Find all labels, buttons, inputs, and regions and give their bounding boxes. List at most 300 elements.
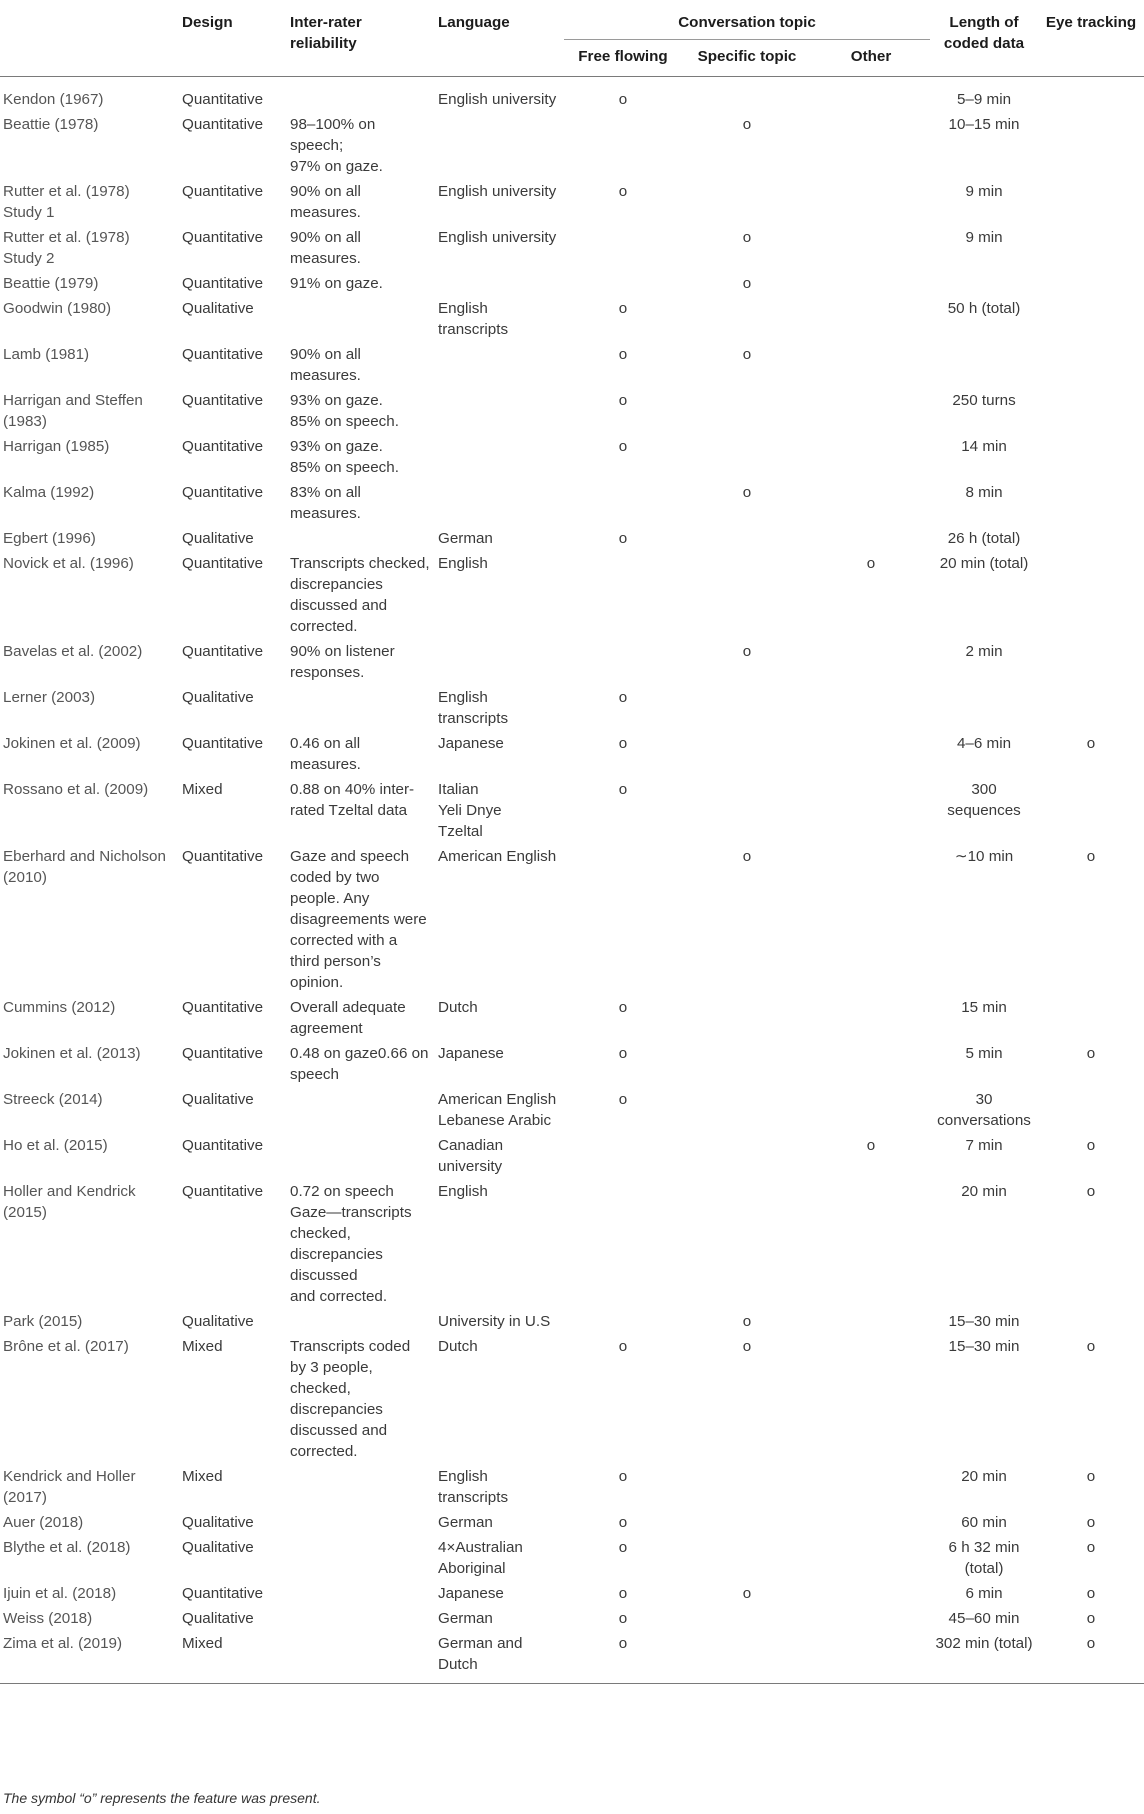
cell-specific-topic — [682, 1464, 812, 1510]
cell-length — [930, 685, 1038, 731]
cell-language: American English Lebanese Arabic — [438, 1091, 557, 1129]
cell-language: English university — [438, 183, 557, 200]
cell-other — [812, 388, 930, 434]
cell-length: 250 turns — [952, 392, 1016, 409]
cell-free-flowing: o — [618, 183, 628, 200]
cell-length: 8 min — [965, 484, 1003, 501]
cell-study: Egbert (1996) — [3, 530, 96, 547]
cell-free-flowing — [564, 271, 682, 296]
cell-specific-topic — [682, 777, 812, 844]
cell-language: English transcripts — [438, 300, 509, 338]
cell-language: Japanese — [438, 735, 504, 752]
header-study — [0, 2, 178, 77]
cell-design: Quantitative — [182, 229, 264, 246]
cell-other — [812, 1464, 930, 1510]
cell-language — [434, 388, 564, 434]
cell-language — [434, 434, 564, 480]
cell-language — [434, 271, 564, 296]
cell-inter-rater-reliability — [286, 77, 434, 113]
cell-length: 4–6 min — [956, 735, 1012, 752]
cell-other — [812, 271, 930, 296]
cell-design: Quantitative — [182, 438, 264, 455]
cell-free-flowing — [564, 844, 682, 995]
cell-specific-topic — [682, 434, 812, 480]
cell-language — [434, 342, 564, 388]
cell-study: Weiss (2018) — [3, 1610, 93, 1627]
cell-other — [812, 1606, 930, 1631]
cell-length: 5–9 min — [956, 91, 1012, 108]
cell-language: English university — [438, 229, 557, 246]
cell-free-flowing: o — [618, 1514, 628, 1531]
cell-design: Quantitative — [182, 1183, 264, 1200]
cell-specific-topic — [682, 551, 812, 639]
cell-eye-tracking: o — [1086, 848, 1096, 865]
cell-language: Japanese — [438, 1585, 504, 1602]
header-specific-topic: Specific topic — [697, 48, 797, 65]
cell-design: Quantitative — [182, 999, 264, 1016]
cell-specific-topic — [682, 731, 812, 777]
cell-eye-tracking — [1038, 526, 1144, 551]
cell-language: Italian Yeli Dnye Tzeltal — [438, 781, 502, 840]
cell-specific-topic: o — [742, 848, 752, 865]
table-row — [0, 777, 1144, 844]
cell-inter-rater-reliability: 83% on all measures. — [290, 484, 361, 522]
cell-other — [812, 1631, 930, 1677]
cell-length: 15 min — [961, 999, 1007, 1016]
table-row — [0, 179, 1144, 225]
cell-eye-tracking — [1038, 1309, 1144, 1334]
cell-study: Novick et al. (1996) — [3, 555, 134, 572]
cell-eye-tracking: o — [1086, 1468, 1096, 1485]
cell-inter-rater-reliability: 90% on all measures. — [290, 183, 361, 221]
cell-language: English — [438, 1183, 488, 1200]
cell-length: 26 h (total) — [947, 530, 1021, 547]
table-row — [0, 551, 1144, 639]
cell-specific-topic — [682, 1133, 812, 1179]
cell-other — [812, 1535, 930, 1581]
cell-study: Harrigan and Steffen (1983) — [3, 392, 143, 430]
table-row — [0, 296, 1144, 342]
cell-inter-rater-reliability — [286, 526, 434, 551]
cell-inter-rater-reliability: 93% on gaze. 85% on speech. — [290, 392, 399, 430]
cell-eye-tracking: o — [1086, 1635, 1096, 1652]
cell-study: Beattie (1979) — [3, 275, 99, 292]
cell-specific-topic — [682, 1087, 812, 1133]
table-row — [0, 639, 1144, 685]
cell-eye-tracking — [1038, 225, 1144, 271]
cell-design: Qualitative — [182, 530, 254, 547]
cell-eye-tracking — [1038, 342, 1144, 388]
cell-length: 15–30 min — [948, 1313, 1020, 1330]
cell-eye-tracking: o — [1086, 1539, 1096, 1556]
cell-design: Quantitative — [182, 735, 264, 752]
cell-eye-tracking — [1038, 112, 1144, 179]
cell-length: 300 sequences — [947, 781, 1021, 819]
cell-inter-rater-reliability: Gaze and speech coded by two people. Any disagreements were corrected with a third person’s opinion. — [290, 848, 427, 991]
cell-specific-topic: o — [742, 1313, 752, 1330]
cell-inter-rater-reliability: 0.88 on 40% inter-rated Tzeltal data — [290, 781, 415, 819]
cell-study: Kendon (1967) — [3, 91, 104, 108]
cell-eye-tracking — [1038, 271, 1144, 296]
cell-free-flowing: o — [618, 1468, 628, 1485]
table-row — [0, 1535, 1144, 1581]
cell-inter-rater-reliability: Overall adequate agreement — [290, 999, 406, 1037]
cell-eye-tracking — [1038, 1087, 1144, 1133]
cell-design: Quantitative — [182, 1137, 264, 1154]
cell-length: 15–30 min — [948, 1338, 1020, 1355]
cell-other — [812, 777, 930, 844]
cell-length: 50 h (total) — [947, 300, 1021, 317]
cell-length: 6 h 32 min (total) — [948, 1539, 1020, 1577]
cell-design: Quantitative — [182, 116, 264, 133]
cell-inter-rater-reliability — [286, 1631, 434, 1677]
cell-inter-rater-reliability — [286, 1309, 434, 1334]
cell-other — [812, 844, 930, 995]
cell-eye-tracking: o — [1086, 1045, 1096, 1062]
cell-length: 10–15 min — [948, 116, 1020, 133]
cell-length: 20 min — [961, 1468, 1007, 1485]
cell-eye-tracking — [1038, 388, 1144, 434]
cell-eye-tracking: o — [1086, 1610, 1096, 1627]
cell-length: 7 min — [965, 1137, 1003, 1154]
cell-free-flowing: o — [618, 346, 628, 363]
cell-other — [812, 480, 930, 526]
table-row — [0, 112, 1144, 179]
cell-free-flowing — [564, 551, 682, 639]
cell-eye-tracking — [1038, 77, 1144, 113]
cell-length: 45–60 min — [948, 1610, 1020, 1627]
cell-eye-tracking: o — [1086, 1514, 1096, 1531]
cell-free-flowing: o — [618, 1338, 628, 1355]
cell-eye-tracking — [1038, 296, 1144, 342]
cell-inter-rater-reliability: 90% on all measures. — [290, 229, 361, 267]
cell-design: Quantitative — [182, 346, 264, 363]
studies-table — [0, 2, 1144, 1677]
cell-length: 60 min — [961, 1514, 1007, 1531]
cell-other: o — [866, 1137, 876, 1154]
cell-other — [812, 296, 930, 342]
cell-eye-tracking — [1038, 685, 1144, 731]
cell-other: o — [866, 555, 876, 572]
table-row — [0, 480, 1144, 526]
cell-study: Ijuin et al. (2018) — [3, 1585, 117, 1602]
table-row — [0, 1179, 1144, 1309]
cell-eye-tracking — [1038, 480, 1144, 526]
cell-other — [812, 77, 930, 113]
cell-other — [812, 639, 930, 685]
table-row — [0, 1309, 1144, 1334]
cell-free-flowing — [564, 1179, 682, 1309]
cell-study: Bavelas et al. (2002) — [3, 643, 143, 660]
cell-other — [812, 179, 930, 225]
cell-free-flowing: o — [618, 300, 628, 317]
table-header — [0, 2, 1144, 77]
cell-design: Quantitative — [182, 1585, 264, 1602]
cell-inter-rater-reliability — [286, 1087, 434, 1133]
cell-inter-rater-reliability — [286, 1606, 434, 1631]
cell-free-flowing — [564, 112, 682, 179]
cell-design: Mixed — [182, 1635, 223, 1652]
cell-language: German — [438, 1610, 493, 1627]
table-row — [0, 1041, 1144, 1087]
cell-study: Brône et al. (2017) — [3, 1338, 129, 1355]
cell-inter-rater-reliability — [286, 1535, 434, 1581]
cell-study: Ho et al. (2015) — [3, 1137, 108, 1154]
cell-design: Mixed — [182, 1338, 223, 1355]
cell-free-flowing: o — [618, 1635, 628, 1652]
header-free-flowing: Free flowing — [578, 48, 668, 65]
cell-free-flowing: o — [618, 689, 628, 706]
cell-free-flowing: o — [618, 1610, 628, 1627]
cell-study: Jokinen et al. (2009) — [3, 735, 141, 752]
cell-language — [434, 480, 564, 526]
cell-free-flowing: o — [618, 91, 628, 108]
cell-length: 20 min — [961, 1183, 1007, 1200]
cell-other — [812, 1087, 930, 1133]
cell-specific-topic: o — [742, 484, 752, 501]
cell-design: Quantitative — [182, 555, 264, 572]
cell-eye-tracking: o — [1086, 735, 1096, 752]
cell-language: Dutch — [438, 1338, 478, 1355]
cell-eye-tracking — [1038, 434, 1144, 480]
cell-inter-rater-reliability: 0.48 on gaze0.66 on speech — [290, 1045, 429, 1083]
cell-specific-topic — [682, 1535, 812, 1581]
cell-specific-topic — [682, 526, 812, 551]
cell-study: Harrigan (1985) — [3, 438, 110, 455]
cell-study: Beattie (1978) — [3, 116, 99, 133]
cell-free-flowing: o — [618, 1585, 628, 1602]
cell-study: Eberhard and Nicholson (2010) — [3, 848, 166, 886]
cell-eye-tracking: o — [1086, 1137, 1096, 1154]
cell-design: Qualitative — [182, 1539, 254, 1556]
cell-inter-rater-reliability: Transcripts checked, discrepancies discussed and corrected. — [290, 555, 430, 635]
cell-language: Dutch — [438, 999, 478, 1016]
table-row — [0, 271, 1144, 296]
cell-design: Mixed — [182, 1468, 223, 1485]
cell-study: Rutter et al. (1978) Study 1 — [3, 183, 130, 221]
cell-language: English transcripts — [438, 1468, 509, 1506]
cell-inter-rater-reliability — [286, 1133, 434, 1179]
header-design: Design — [182, 14, 233, 31]
header-language: Language — [438, 14, 510, 31]
header-inter-rater-reliability: Inter-rater reliability — [290, 14, 362, 52]
cell-other — [812, 342, 930, 388]
cell-length: ∼10 min — [954, 848, 1014, 865]
cell-language: German and Dutch — [438, 1635, 523, 1673]
table-row — [0, 995, 1144, 1041]
cell-language: 4×Australian Aboriginal — [438, 1539, 523, 1577]
cell-language: English — [438, 555, 488, 572]
cell-design: Quantitative — [182, 183, 264, 200]
cell-inter-rater-reliability — [286, 685, 434, 731]
cell-inter-rater-reliability: 90% on listener responses. — [290, 643, 395, 681]
table-row — [0, 1087, 1144, 1133]
cell-specific-topic: o — [742, 275, 752, 292]
cell-design: Qualitative — [182, 1313, 254, 1330]
table-row — [0, 526, 1144, 551]
cell-language: English transcripts — [438, 689, 509, 727]
cell-study: Auer (2018) — [3, 1514, 84, 1531]
cell-language — [434, 112, 564, 179]
cell-length: 9 min — [965, 183, 1003, 200]
cell-study: Park (2015) — [3, 1313, 83, 1330]
cell-free-flowing: o — [618, 781, 628, 798]
cell-free-flowing: o — [618, 735, 628, 752]
cell-specific-topic: o — [742, 346, 752, 363]
cell-design: Quantitative — [182, 484, 264, 501]
cell-other — [812, 225, 930, 271]
cell-inter-rater-reliability: 90% on all measures. — [290, 346, 361, 384]
table-body — [0, 77, 1144, 1678]
cell-length — [930, 342, 1038, 388]
cell-specific-topic: o — [742, 229, 752, 246]
table-row — [0, 844, 1144, 995]
cell-inter-rater-reliability: 0.72 on speech Gaze—transcripts checked, discrepancies discussed and corrected. — [290, 1183, 412, 1305]
cell-language: University in U.S — [438, 1313, 551, 1330]
table-row — [0, 77, 1144, 113]
cell-language: English university — [438, 91, 557, 108]
cell-specific-topic — [682, 1041, 812, 1087]
cell-inter-rater-reliability — [286, 296, 434, 342]
cell-eye-tracking — [1038, 639, 1144, 685]
cell-free-flowing — [564, 639, 682, 685]
cell-design: Quantitative — [182, 275, 264, 292]
cell-study: Rutter et al. (1978) Study 2 — [3, 229, 130, 267]
cell-eye-tracking — [1038, 179, 1144, 225]
cell-study: Zima et al. (2019) — [3, 1635, 123, 1652]
cell-free-flowing: o — [618, 438, 628, 455]
cell-language — [434, 639, 564, 685]
cell-free-flowing — [564, 225, 682, 271]
cell-specific-topic — [682, 77, 812, 113]
cell-design: Quantitative — [182, 392, 264, 409]
table-row — [0, 434, 1144, 480]
cell-specific-topic: o — [742, 1338, 752, 1355]
cell-other — [812, 112, 930, 179]
cell-specific-topic — [682, 1606, 812, 1631]
cell-specific-topic — [682, 296, 812, 342]
cell-design: Qualitative — [182, 1091, 254, 1108]
cell-eye-tracking: o — [1086, 1183, 1096, 1200]
cell-length: 9 min — [965, 229, 1003, 246]
cell-free-flowing: o — [618, 1045, 628, 1062]
header-eye-tracking: Eye tracking — [1045, 14, 1137, 31]
cell-specific-topic — [682, 388, 812, 434]
cell-study: Goodwin (1980) — [3, 300, 112, 317]
cell-design: Quantitative — [182, 643, 264, 660]
cell-study: Lamb (1981) — [3, 346, 90, 363]
cell-specific-topic: o — [742, 116, 752, 133]
cell-eye-tracking — [1038, 777, 1144, 844]
cell-study: Jokinen et al. (2013) — [3, 1045, 141, 1062]
cell-inter-rater-reliability: 0.46 on all measures. — [290, 735, 361, 773]
cell-specific-topic — [682, 995, 812, 1041]
table-row — [0, 225, 1144, 271]
cell-eye-tracking: o — [1086, 1338, 1096, 1355]
cell-study: Streeck (2014) — [3, 1091, 103, 1108]
cell-specific-topic: o — [742, 643, 752, 660]
header-conversation-topic: Conversation topic — [564, 2, 930, 40]
cell-specific-topic: o — [742, 1585, 752, 1602]
cell-length: 30 conversations — [937, 1091, 1031, 1129]
cell-specific-topic — [682, 685, 812, 731]
table-footnote: The symbol “o” represents the feature was present. — [3, 1790, 321, 1806]
cell-inter-rater-reliability: 93% on gaze. 85% on speech. — [290, 438, 399, 476]
cell-study: Kendrick and Holler (2017) — [3, 1468, 136, 1506]
table-row — [0, 1631, 1144, 1677]
cell-length: 20 min (total) — [939, 555, 1029, 572]
cell-inter-rater-reliability — [286, 1464, 434, 1510]
cell-inter-rater-reliability — [286, 1510, 434, 1535]
cell-other — [812, 731, 930, 777]
cell-free-flowing: o — [618, 392, 628, 409]
table-row — [0, 685, 1144, 731]
cell-inter-rater-reliability — [286, 1581, 434, 1606]
cell-study: Cummins (2012) — [3, 999, 116, 1016]
table-row — [0, 342, 1144, 388]
cell-inter-rater-reliability: Transcripts coded by 3 people, checked, discrepancies discussed and corrected. — [290, 1338, 411, 1460]
table-row — [0, 1510, 1144, 1535]
cell-inter-rater-reliability: 98–100% on speech; 97% on gaze. — [290, 116, 383, 175]
cell-study: Blythe et al. (2018) — [3, 1539, 131, 1556]
header-other: Other — [850, 48, 892, 65]
cell-free-flowing — [564, 1133, 682, 1179]
cell-design: Quantitative — [182, 1045, 264, 1062]
cell-length: 6 min — [965, 1585, 1003, 1602]
cell-free-flowing — [564, 480, 682, 526]
cell-other — [812, 1581, 930, 1606]
cell-other — [812, 1041, 930, 1087]
table-row — [0, 1606, 1144, 1631]
cell-free-flowing: o — [618, 999, 628, 1016]
table-row — [0, 1334, 1144, 1464]
cell-eye-tracking — [1038, 995, 1144, 1041]
cell-free-flowing: o — [618, 1539, 628, 1556]
cell-study: Lerner (2003) — [3, 689, 96, 706]
cell-language: Canadian university — [438, 1137, 504, 1175]
cell-language: American English — [438, 848, 557, 865]
cell-inter-rater-reliability: 91% on gaze. — [290, 275, 383, 292]
cell-free-flowing: o — [618, 530, 628, 547]
cell-specific-topic — [682, 1510, 812, 1535]
cell-design: Quantitative — [182, 91, 264, 108]
cell-design: Qualitative — [182, 1514, 254, 1531]
cell-study: Holler and Kendrick (2015) — [3, 1183, 136, 1221]
cell-design: Quantitative — [182, 848, 264, 865]
table-row — [0, 731, 1144, 777]
cell-other — [812, 685, 930, 731]
cell-other — [812, 1334, 930, 1464]
cell-length: 5 min — [965, 1045, 1003, 1062]
cell-other — [812, 526, 930, 551]
cell-length — [930, 271, 1038, 296]
cell-specific-topic — [682, 1179, 812, 1309]
cell-specific-topic — [682, 1631, 812, 1677]
cell-other — [812, 1179, 930, 1309]
cell-other — [812, 1309, 930, 1334]
cell-other — [812, 1510, 930, 1535]
table-row — [0, 388, 1144, 434]
cell-design: Mixed — [182, 781, 223, 798]
table-row — [0, 1581, 1144, 1606]
header-length-of-coded-data: Length of coded data — [943, 14, 1025, 52]
cell-free-flowing — [564, 1309, 682, 1334]
cell-design: Qualitative — [182, 689, 254, 706]
cell-language: German — [438, 1514, 493, 1531]
cell-design: Qualitative — [182, 1610, 254, 1627]
cell-study: Kalma (1992) — [3, 484, 95, 501]
cell-language: German — [438, 530, 493, 547]
